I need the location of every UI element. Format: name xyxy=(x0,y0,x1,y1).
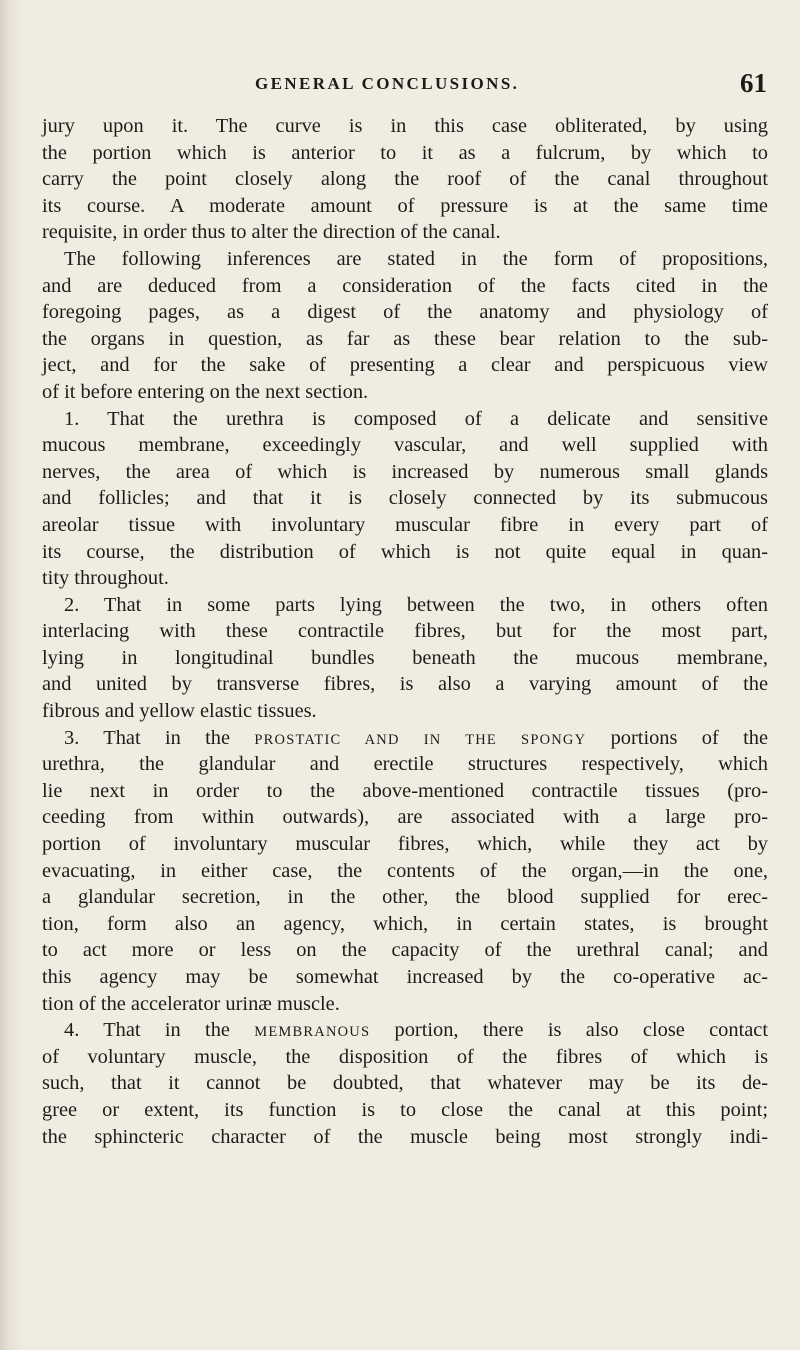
text-line xyxy=(42,140,768,167)
text-line xyxy=(42,485,768,512)
text-line xyxy=(42,698,768,725)
small-caps-text: PROSTATIC AND IN THE SPONGY xyxy=(254,731,587,748)
text-run: such, that it cannot be doubted, that whatever may be its de- xyxy=(42,1072,768,1095)
text-line xyxy=(42,246,768,273)
text-run: foregoing pages, as a digest of the anatomy and physiology of xyxy=(42,301,768,324)
text-run: 4. That in the xyxy=(64,1019,255,1042)
text-line xyxy=(42,406,768,433)
text-run: a glandular secretion, in the other, the blood supplied for erec- xyxy=(42,886,768,909)
text-line xyxy=(42,166,768,193)
text-run: jury upon it. The curve is in this case obliterated, by using xyxy=(42,115,768,137)
text-run: tity throughout. xyxy=(42,567,169,590)
running-head: GENERAL CONCLUSIONS. xyxy=(255,74,520,93)
text-run: interlacing with these contractile fibres, but for the most part, xyxy=(42,620,768,643)
text-line xyxy=(42,858,768,885)
text-run: 3. That in the xyxy=(64,726,255,749)
text-run: lie next in order to the above-mentioned contractile tissues (pro- xyxy=(42,779,768,802)
text-line xyxy=(42,725,768,752)
text-line xyxy=(42,219,768,246)
text-line xyxy=(42,592,768,619)
text-line xyxy=(42,964,768,991)
page-header xyxy=(255,68,767,106)
body-text xyxy=(42,113,768,1150)
text-run: evacuating, in either case, the contents of the organ,—in the one, xyxy=(42,859,768,882)
text-run: portion of involuntary muscular fibres, which, while they act by xyxy=(42,833,768,856)
text-line xyxy=(42,778,768,805)
text-line xyxy=(42,618,768,645)
text-line xyxy=(42,804,768,831)
text-line xyxy=(42,1017,768,1044)
text-run: of voluntary muscle, the disposition of the fibres of which is xyxy=(42,1045,768,1068)
text-run: 2. That in some parts lying between the two, in others often xyxy=(64,593,768,616)
text-run: tion of the accelerator urinæ muscle. xyxy=(42,992,340,1015)
text-run: ject, and for the sake of presenting a clear and perspicuous view xyxy=(42,354,768,377)
text-run: fibrous and yellow elastic tissues. xyxy=(42,700,317,723)
text-line xyxy=(42,1097,768,1124)
text-line xyxy=(42,113,768,140)
text-run: gree or extent, its function is to close the canal at this point; xyxy=(42,1098,768,1121)
text-line xyxy=(42,539,768,566)
text-run: the sphincteric character of the muscle being most strongly indi- xyxy=(42,1125,768,1148)
text-line xyxy=(42,512,768,539)
text-run: urethra, the glandular and erectile structures respectively, which xyxy=(42,753,768,776)
text-run: The following inferences are stated in the form of propositions, xyxy=(64,247,768,270)
text-run: requisite, in order thus to alter the direction of the canal. xyxy=(42,221,501,244)
text-line xyxy=(42,937,768,964)
text-run: its course, the distribution of which is not quite equal in quan- xyxy=(42,540,768,563)
text-line xyxy=(42,1124,768,1151)
text-run: the portion which is anterior to it as a fulcrum, by which to xyxy=(42,141,768,164)
text-line xyxy=(42,432,768,459)
text-run: areolar tissue with involuntary muscular fibre in every part of xyxy=(42,513,768,536)
text-run: carry the point closely along the roof of the canal throughout xyxy=(42,168,768,191)
text-run: the organs in question, as far as these bear relation to the sub- xyxy=(42,327,768,350)
text-run: mucous membrane, exceedingly vascular, and well supplied with xyxy=(42,434,768,457)
text-run: of it before entering on the next section. xyxy=(42,380,369,403)
text-line xyxy=(42,645,768,672)
text-line xyxy=(42,565,768,592)
text-line xyxy=(42,671,768,698)
text-run: nerves, the area of which is increased by numerous small glands xyxy=(42,460,768,483)
text-line xyxy=(42,831,768,858)
text-run: lying in longitudinal bundles beneath the mucous membrane, xyxy=(42,646,768,669)
text-run: and united by transverse fibres, is also a varying amount of the xyxy=(42,673,768,696)
text-line xyxy=(42,1070,768,1097)
text-line xyxy=(42,352,768,379)
text-line xyxy=(42,326,768,353)
text-run: this agency may be somewhat increased by the co-operative ac- xyxy=(42,966,768,988)
text-line xyxy=(42,379,768,406)
text-run: portions of the xyxy=(586,726,768,749)
text-line xyxy=(42,459,768,486)
text-run: portion, there is also close contact xyxy=(370,1019,768,1042)
text-run: 1. That the urethra is composed of a delicate and sensitive xyxy=(64,407,768,430)
text-run: and follicles; and that it is closely connected by its submucous xyxy=(42,487,768,510)
text-line xyxy=(42,193,768,220)
text-run: to act more or less on the capacity of the urethral canal; and xyxy=(42,939,768,962)
text-line xyxy=(42,1044,768,1071)
text-line xyxy=(42,991,768,1018)
text-line xyxy=(42,884,768,911)
text-run: tion, form also an agency, which, in certain states, is brought xyxy=(42,912,768,935)
small-caps-text: MEMBRANOUS xyxy=(254,1024,371,1041)
page-number: 61 xyxy=(740,68,767,98)
text-run: and are deduced from a consideration of the facts cited in the xyxy=(42,274,768,297)
text-line xyxy=(42,299,768,326)
text-run: its course. A moderate amount of pressure is at the same time xyxy=(42,194,768,217)
text-line xyxy=(42,751,768,778)
text-run: ceeding from within outwards), are associated with a large pro- xyxy=(42,806,768,829)
text-line xyxy=(42,273,768,300)
text-line xyxy=(42,911,768,938)
